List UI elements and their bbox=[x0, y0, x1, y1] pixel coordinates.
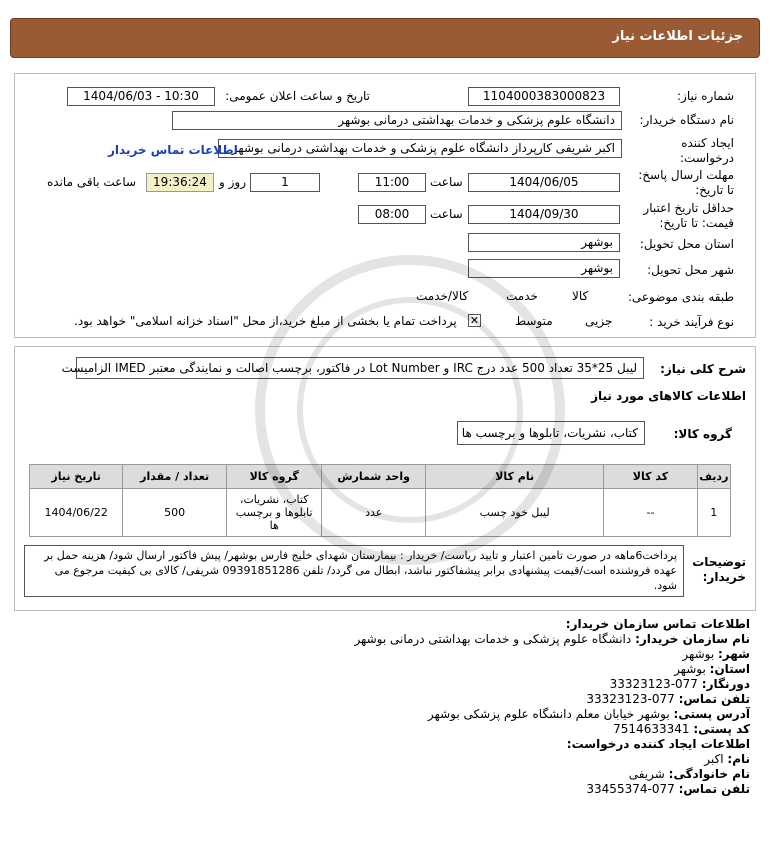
cell-date: 1404/06/22 bbox=[30, 489, 123, 537]
validity-label-line1: حداقل تاریخ اعتبار bbox=[643, 201, 734, 215]
treasury-payment-checkbox[interactable]: ✕ bbox=[469, 314, 480, 327]
creator-label-line1: ایجاد کننده bbox=[681, 136, 734, 150]
category-goods-label: کالا bbox=[572, 289, 589, 303]
buyer-contact-link[interactable]: اطلاعات تماس خریدار bbox=[108, 143, 238, 157]
creator-field[interactable]: اکبر شریفی کارپرداز دانشگاه علوم پزشکی و خدمات بهداشتی درمانی بوشهر bbox=[218, 139, 622, 158]
page-title: جزئیات اطلاعات نیاز bbox=[612, 29, 743, 44]
remaining-time-label: ساعت باقی مانده bbox=[47, 175, 137, 189]
description-field[interactable]: لیبل 25*35 تعداد 500 عدد درج IRC و Lot Number در فاکتور، برچسب اصالت و نمایندگی معتبر IMED الزامیست bbox=[76, 357, 644, 379]
deadline-time-label: ساعت bbox=[430, 175, 463, 189]
buyer-field[interactable]: دانشگاه علوم پزشکی و خدمات بهداشتی درمانی بوشهر bbox=[172, 111, 622, 130]
contact-phone: تلفن تماس: 077-33323123 bbox=[586, 692, 750, 706]
category-service-label: خدمت bbox=[506, 289, 538, 303]
need-number-label: شماره نیاز: bbox=[677, 89, 734, 103]
category-label: طبقه بندی موضوعی: bbox=[627, 290, 734, 304]
city-field[interactable]: بوشهر bbox=[468, 259, 620, 278]
cell-unit: عدد bbox=[322, 489, 426, 537]
contact-address: آدرس پستی: بوشهر خیابان معلم دانشگاه علوم پزشکی بوشهر bbox=[427, 707, 750, 721]
deadline-label-line1: مهلت ارسال پاسخ: bbox=[638, 168, 734, 182]
buyer-notes-label-line1: توضیحات bbox=[692, 555, 746, 569]
col-unit: واحد شمارش bbox=[322, 465, 426, 489]
announce-field[interactable]: 1404/06/03 - 10:30 bbox=[67, 87, 215, 106]
validity-date-field[interactable]: 1404/09/30 bbox=[468, 205, 620, 224]
process-medium-label: متوسط bbox=[515, 314, 553, 328]
province-label: استان محل تحویل: bbox=[639, 237, 734, 251]
goods-group-field[interactable]: کتاب، نشریات، تابلوها و برچسب ها bbox=[457, 421, 645, 445]
remaining-time-field: 19:36:24 bbox=[146, 173, 214, 192]
process-label: نوع فرآیند خرید : bbox=[649, 315, 734, 329]
deadline-label-line2: تا تاریخ: bbox=[695, 183, 734, 197]
deadline-date-field[interactable]: 1404/06/05 bbox=[468, 173, 620, 192]
buyer-notes-label-line2: خریدار: bbox=[702, 570, 746, 584]
province-field[interactable]: بوشهر bbox=[468, 233, 620, 252]
announce-label: تاریخ و ساعت اعلان عمومی: bbox=[225, 89, 370, 103]
deadline-time-field[interactable]: 11:00 bbox=[358, 173, 426, 192]
cell-name: لیبل خود چسب bbox=[426, 489, 604, 537]
goods-table-header bbox=[30, 465, 731, 489]
days-remaining-field[interactable]: 1 bbox=[250, 173, 320, 192]
col-row: ردیف bbox=[697, 465, 730, 489]
cell-row: 1 bbox=[697, 489, 730, 537]
contact-title: اطلاعات تماس سازمان خریدار: bbox=[565, 617, 750, 631]
goods-info-title: اطلاعات کالاهای مورد نیاز bbox=[591, 389, 746, 403]
process-minor-label: جزیی bbox=[585, 314, 613, 328]
cell-group: کتاب، نشریات، تابلوها و برچسب ها bbox=[227, 489, 322, 537]
contact-org: نام سازمان خریدار: دانشگاه علوم پزشکی و خدمات بهداشتی درمانی بوشهر bbox=[354, 632, 750, 646]
buyer-label: نام دستگاه خریدار: bbox=[639, 113, 734, 127]
creator-name: نام: اکبر bbox=[704, 752, 750, 766]
validity-time-field[interactable]: 08:00 bbox=[358, 205, 426, 224]
city-label: شهر محل تحویل: bbox=[647, 263, 734, 277]
buyer-notes-field[interactable]: پرداخت6ماهه در صورت تامین اعتبار و تایید ریاست/ خریدار : بیمارستان شهدای خلیج فارس بوشهر/ پیش فاکتور ارسال شود/ هزینه حمل بر عهده فروشنده است/قیمت پیشنهادی برابر پیشفاکتور نباشد، ابطال می گردد/ تلفن 09391851286 شریفی/ کالای بی کیفیت مرجوع می شود. bbox=[24, 545, 684, 597]
validity-time-label: ساعت bbox=[430, 207, 463, 221]
col-date: تاریخ نیاز bbox=[30, 465, 123, 489]
cell-qty: 500 bbox=[123, 489, 227, 537]
creator-label-line2: درخواست: bbox=[680, 151, 734, 165]
goods-table bbox=[29, 464, 731, 537]
creator-phone: تلفن تماس: 077-33455374 bbox=[586, 782, 750, 796]
creator-family: نام خانوادگی: شریفی bbox=[628, 767, 750, 781]
days-label: روز و bbox=[219, 175, 246, 189]
goods-group-label: گروه کالا: bbox=[673, 427, 732, 441]
contact-city: شهر: بوشهر bbox=[682, 647, 750, 661]
col-name: نام کالا bbox=[426, 465, 604, 489]
col-code: کد کالا bbox=[604, 465, 697, 489]
treasury-payment-note: پرداخت تمام یا بخشی از مبلغ خرید،از محل "اسناد خزانه اسلامی" خواهد بود. bbox=[74, 314, 457, 328]
table-row[interactable] bbox=[30, 489, 731, 537]
cell-code: -- bbox=[604, 489, 697, 537]
category-both-label: کالا/خدمت bbox=[416, 289, 469, 303]
col-group: گروه کالا bbox=[227, 465, 322, 489]
contact-province: استان: بوشهر bbox=[674, 662, 750, 676]
col-qty: تعداد / مقدار bbox=[123, 465, 227, 489]
need-number-field[interactable]: 1104000383000823 bbox=[468, 87, 620, 106]
contact-fax: دورنگار: 077-33323123 bbox=[609, 677, 750, 691]
creator-info-title: اطلاعات ایجاد کننده درخواست: bbox=[566, 737, 750, 751]
page-header bbox=[10, 18, 760, 58]
validity-label-line2: قیمت: تا تاریخ: bbox=[659, 216, 734, 230]
contact-postal: کد پستی: 7514633341 bbox=[613, 722, 750, 736]
description-label: شرح کلی نیاز: bbox=[660, 362, 746, 376]
